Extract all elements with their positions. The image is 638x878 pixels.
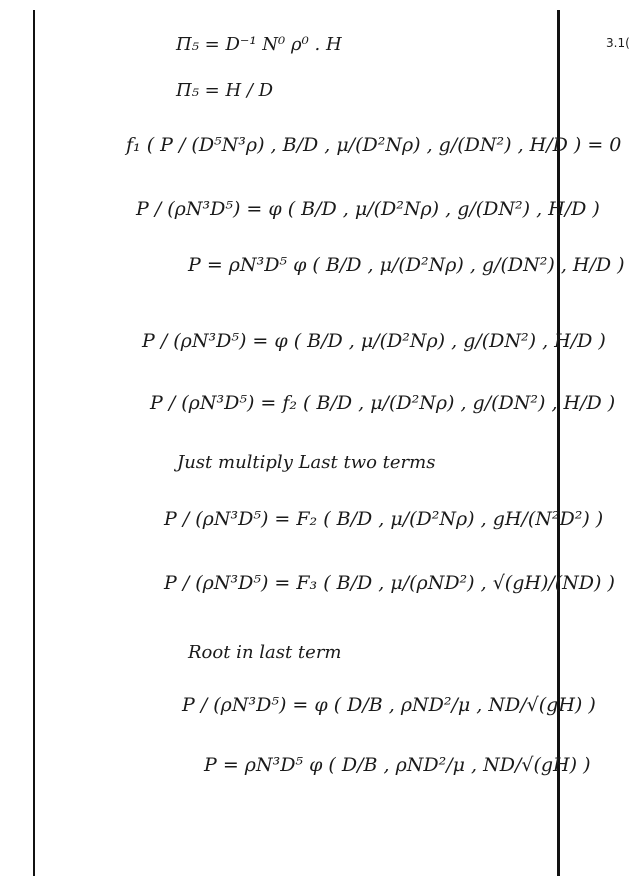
equation-9: P / (ρN³D⁵) = F₃ ( B/D , μ/(ρND²) , √(gH)/(ND) ) xyxy=(164,572,615,594)
equation-7: P / (ρN³D⁵) = f₂ ( B/D , μ/(D²Nρ) , g/(DN²) , H/D ) xyxy=(150,392,616,414)
equation-3: f₁ ( P / (D⁵N³ρ) , B/D , μ/(D²Nρ) , g/(DN²) , H/D ) = 0 xyxy=(126,134,622,156)
note-root: Root in last term xyxy=(188,642,342,663)
equation-11: P = ρN³D⁵ φ ( D/B , ρND²/μ , ND/√(gH) ) xyxy=(204,754,591,776)
equation-5: P = ρN³D⁵ φ ( B/D , μ/(D²Nρ) , g/(DN²) , H/D ) xyxy=(188,254,625,276)
equation-8: P / (ρN³D⁵) = F₂ ( B/D , μ/(D²Nρ) , gH/(N²D²) ) xyxy=(164,508,604,530)
equation-2: Π₅ = H / D xyxy=(176,80,274,101)
equation-1: Π₅ = D⁻¹ N⁰ ρ⁰ . H xyxy=(176,34,342,55)
note-multiply: Just multiply Last two terms xyxy=(177,452,436,473)
page-corner-number: 3.1( xyxy=(606,36,630,50)
equation-10: P / (ρN³D⁵) = φ ( D/B , ρND²/μ , ND/√(gH) ) xyxy=(182,694,596,716)
equation-6: P / (ρN³D⁵) = φ ( B/D , μ/(D²Nρ) , g/(DN²) , H/D ) xyxy=(142,330,606,352)
left-margin-line xyxy=(33,10,35,876)
equation-4: P / (ρN³D⁵) = φ ( B/D , μ/(D²Nρ) , g/(DN²) , H/D ) xyxy=(136,198,600,220)
